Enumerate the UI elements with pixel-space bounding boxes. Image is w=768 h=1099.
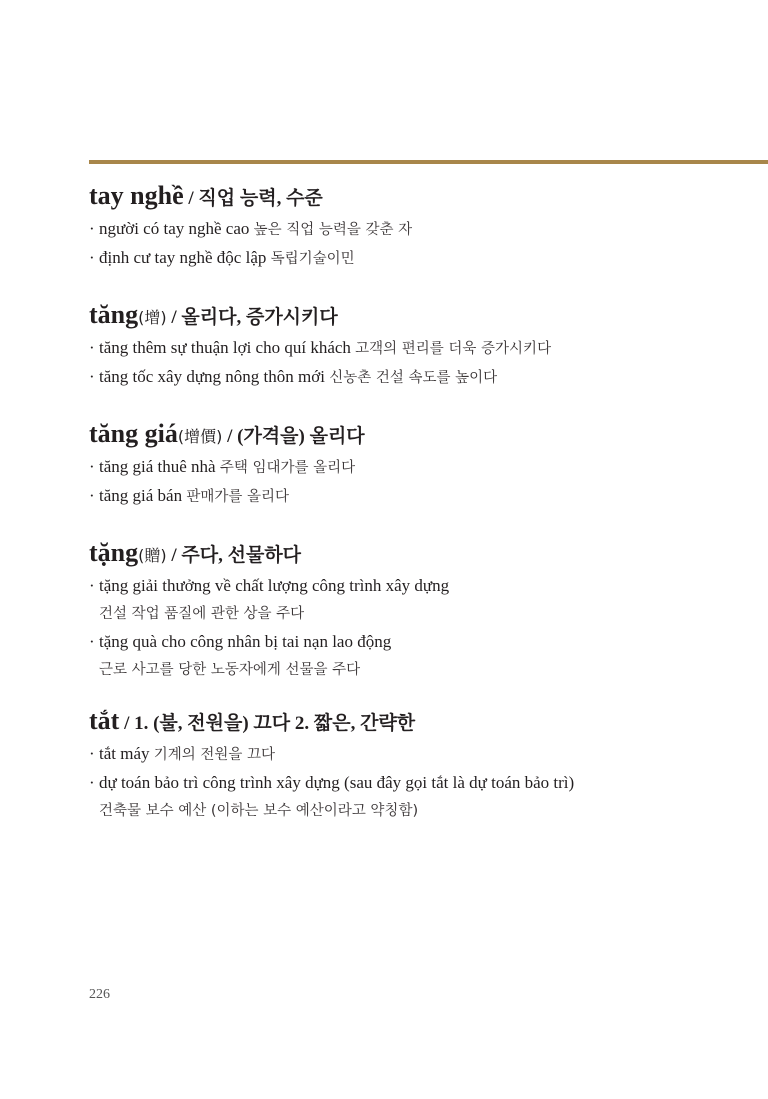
example-vietnamese: tăng tốc xây dựng nông thôn mới [99, 367, 325, 386]
example-korean: 신농촌 건설 속도를 높이다 [329, 370, 498, 386]
entry-meaning: / 1. (불, 전원을) 끄다 2. 짧은, 간략한 [119, 713, 416, 734]
entry-headline [89, 540, 749, 569]
example-vietnamese: tắt máy [99, 744, 150, 763]
bullet: · [89, 773, 95, 792]
dictionary-entry [89, 540, 749, 683]
example-korean: 기계의 전원을 끄다 [153, 747, 276, 763]
bullet: · [89, 744, 95, 763]
example-line [89, 364, 749, 391]
example-line [89, 629, 749, 655]
entry-headline [89, 183, 749, 212]
example-korean: 독립기술이민 [270, 251, 355, 267]
bullet: · [89, 457, 95, 476]
header-rule [89, 160, 768, 164]
example-vietnamese: tăng thêm sự thuận lợi cho quí khách [99, 338, 351, 357]
headword: tắt [89, 706, 120, 735]
bullet: · [89, 367, 95, 386]
example-line [89, 483, 749, 510]
example-korean: 높은 직업 능력을 갖춘 자 [253, 222, 413, 238]
example-korean: 고객의 편리를 더욱 증가시키다 [355, 341, 552, 357]
page-number: 226 [89, 987, 110, 1002]
example-korean: 판매가를 올리다 [186, 489, 290, 505]
example-korean: 건설 작업 품질에 관한 상을 주다 [99, 606, 305, 622]
entry-meaning: / 직업 능력, 수준 [183, 188, 323, 209]
entry-headline [89, 708, 749, 737]
example-line [89, 573, 749, 599]
bullet: · [89, 632, 95, 651]
example-korean: 건축물 보수 예산 (이하는 보수 예산이라고 약칭함) [99, 803, 419, 819]
example-vietnamese: tăng giá thuê nhà [99, 457, 216, 476]
example-vietnamese: dự toán bảo trì công trình xây dựng (sau đây gọi tắt là dự toán bảo trì) [99, 773, 575, 792]
example-korean: 주택 임대가를 올리다 [219, 460, 356, 476]
headword: tay nghề [89, 181, 184, 210]
entry-headline [89, 421, 749, 450]
dictionary-entry [89, 183, 749, 272]
bullet: · [89, 486, 95, 505]
hanja: (增價) [177, 427, 223, 446]
hanja: (贈) [138, 546, 167, 565]
example-line [89, 245, 749, 272]
entry-headline [89, 302, 749, 331]
example-line [89, 770, 749, 796]
example-vietnamese: tặng quà cho công nhân bị tai nạn lao động [99, 632, 392, 651]
headword: tặng [89, 538, 139, 567]
bullet: · [89, 576, 95, 595]
example-vietnamese: tăng giá bán [99, 486, 183, 505]
example-line [89, 741, 749, 768]
example-vietnamese: tặng giải thưởng về chất lượng công trình xây dựng [99, 576, 450, 595]
hanja: (增) [138, 308, 167, 327]
entry-meaning: / 주다, 선물하다 [166, 545, 302, 566]
dictionary-entry [89, 421, 749, 510]
headword: tăng [89, 300, 139, 329]
example-vietnamese: người có tay nghề cao [99, 219, 250, 238]
example-line [89, 454, 749, 481]
bullet: · [89, 248, 95, 267]
example-line [89, 335, 749, 362]
example-vietnamese: định cư tay nghề độc lập [99, 248, 267, 267]
headword: tăng giá [89, 419, 178, 448]
entry-meaning: / 올리다, 증가시키다 [166, 307, 338, 328]
dictionary-entry [89, 708, 749, 824]
entry-meaning: / (가격을) 올리다 [222, 426, 365, 447]
example-line [89, 216, 749, 243]
example-korean: 근로 사고를 당한 노동자에게 선물을 주다 [99, 662, 361, 678]
dictionary-entry [89, 302, 749, 391]
bullet: · [89, 338, 95, 357]
bullet: · [89, 219, 95, 238]
